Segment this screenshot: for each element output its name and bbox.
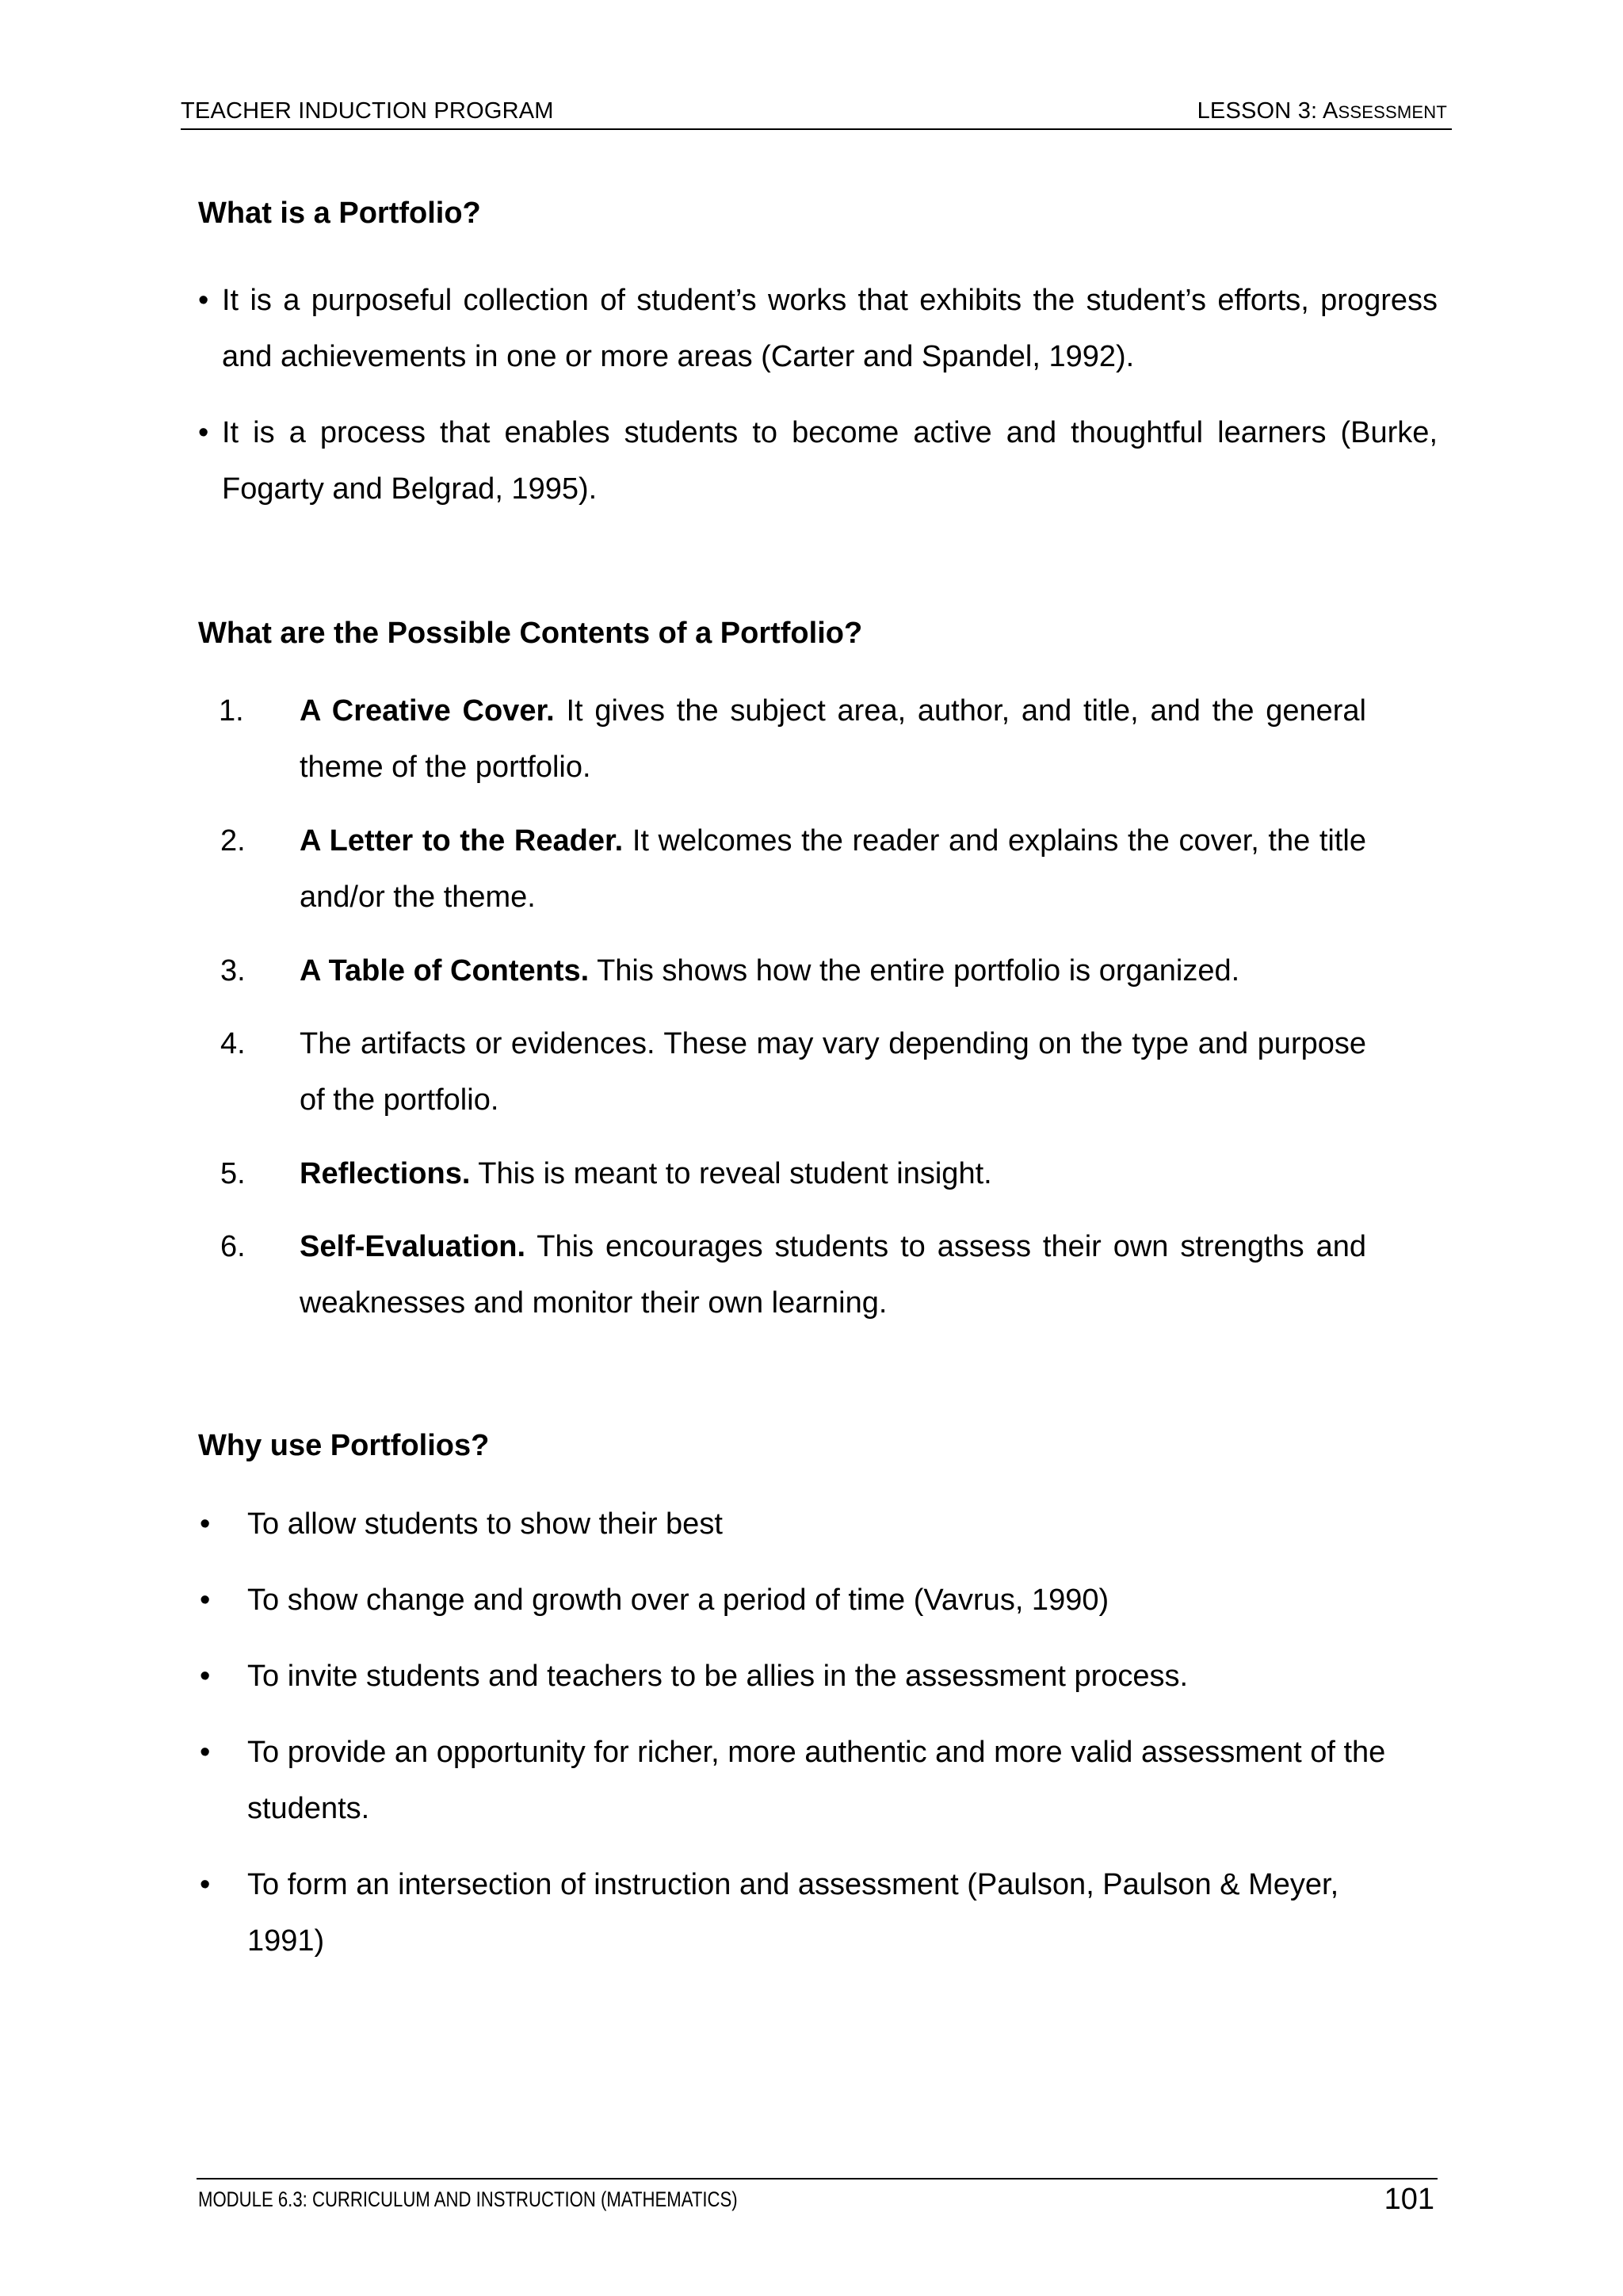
list-item: 2. A Letter to the Reader. It welcomes the reader and explains the cover, the title and/or the theme. [220,824,1366,914]
list-item: • It is a purposeful collection of student’s works that exhibits the student’s efforts, progress and achievements in one or more areas (Carter and Spandel, 1992). [197,273,1438,385]
bullet-icon: • [198,416,209,449]
header-program-title: TEACHER INDUCTION PROGRAM [181,98,554,124]
list-item: 4. The artifacts or evidences. These may vary depending on the type and purpose of the portfolio. [220,1027,1366,1117]
list-item: 1. A Creative Cover. It gives the subject area, author, and title, and the general theme of the portfolio. [219,694,1367,784]
heading-why-use-portfolios: Why use Portfolios? [198,1429,490,1462]
bullet-icon: • [200,1868,211,1901]
bullet-icon: • [200,1660,211,1693]
list-item: • To provide an opportunity for richer, more authentic and more valid assessment of the students. [198,1725,1419,1837]
heading-possible-contents: What are the Possible Contents of a Portfolio? [198,617,863,650]
bullet-icon: • [198,284,209,317]
page-number: 101 [1384,2183,1434,2216]
list-item: • To show change and growth over a period of time (Vavrus, 1990) [198,1572,1419,1629]
bullet-icon: • [200,1584,211,1617]
footer-module-title: MODULE 6.3: CURRICULUM AND INSTRUCTION (MATHEMATICS) [198,2187,738,2211]
list-item: 3. A Table of Contents. This shows how the entire portfolio is organized. [220,954,1240,988]
header-lesson-title: LESSON 3: ASSESSMENT [1197,98,1447,124]
list-item: • To invite students and teachers to be allies in the assessment process. [198,1648,1419,1705]
list-item: 5. Reflections. This is meant to reveal student insight. [220,1157,992,1190]
bullet-icon: • [200,1736,211,1769]
list-item: • It is a process that enables students to become active and thoughtful learners (Burke, Fogarty and Belgrad, 1995). [197,405,1438,518]
list-item: • To form an intersection of instruction and assessment (Paulson, Paulson & Meyer, 1991) [198,1857,1363,1969]
list-item: • To allow students to show their best [198,1496,1419,1553]
list-item: 6. Self-Evaluation. This encourages students to assess their own strengths and weaknesses and monitor their own learning. [220,1230,1366,1320]
page-footer [197,2178,1438,2219]
page-header [181,98,1452,130]
bullet-icon: • [200,1507,211,1541]
heading-what-is-portfolio: What is a Portfolio? [198,197,481,230]
